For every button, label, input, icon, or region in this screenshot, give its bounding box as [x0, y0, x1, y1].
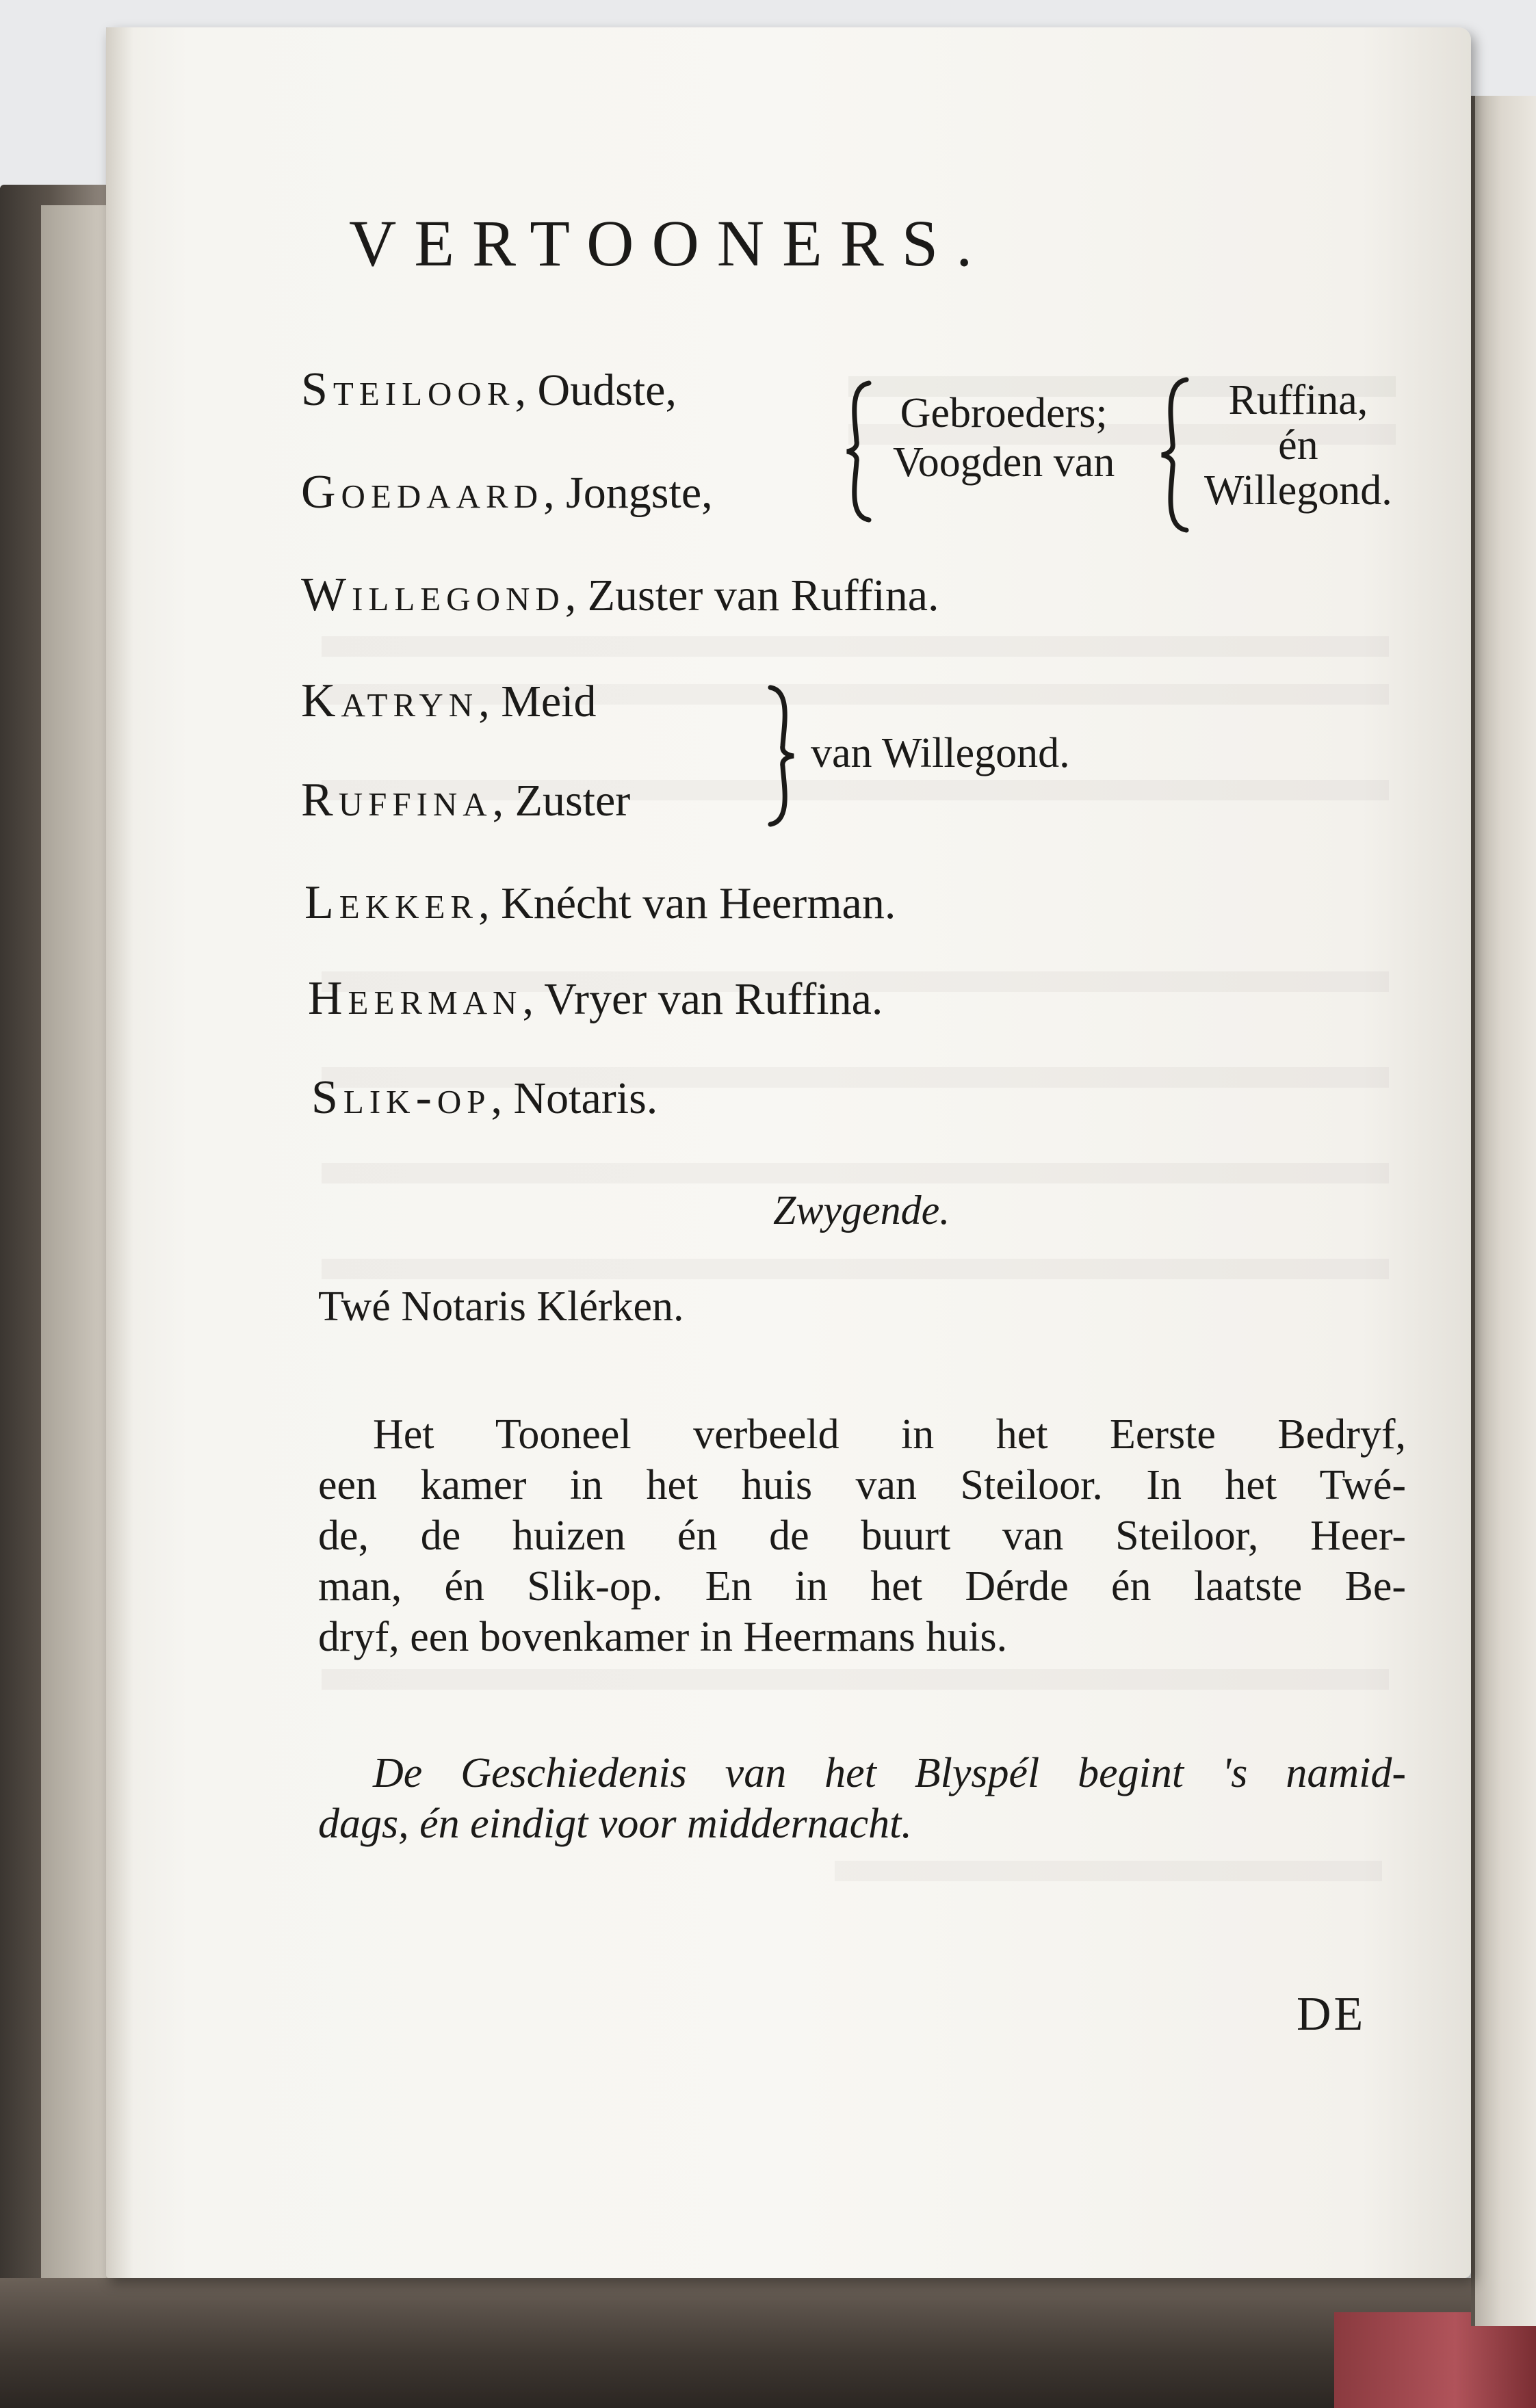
wards-group-label [1204, 378, 1392, 513]
role-heerman [308, 971, 883, 1026]
role-name: Ruffina [301, 774, 493, 826]
silent-roles: Twé Notaris Klérken. [318, 1283, 684, 1330]
paragraph-line: dryf, een bovenkamer in Heermans huis. [318, 1614, 1008, 1660]
group-line: Ruffina, [1228, 377, 1368, 423]
group-line: én [1278, 422, 1318, 469]
role-steiloor [301, 363, 677, 417]
role-lekker [304, 876, 896, 930]
paragraph-line: dags, én eindigt voor middernacht. [318, 1801, 912, 1847]
role-description: , Zuster [492, 776, 631, 826]
role-description: , Oudste, [515, 365, 677, 415]
role-description: , Notaris. [491, 1073, 658, 1123]
role-name: Katryn [301, 675, 479, 727]
brothers-group-label [893, 389, 1115, 487]
role-name: Slik-op [311, 1071, 491, 1124]
sisters-brace-icon [759, 684, 800, 828]
time-paragraph [318, 1748, 1406, 1849]
book-cover-marbled-edge [1334, 2312, 1536, 2408]
role-name: Steiloor [301, 363, 515, 416]
role-name: Heerman [308, 972, 523, 1025]
role-name: Goedaard [301, 466, 544, 519]
scene-paragraph [318, 1409, 1406, 1662]
paragraph-line: Het Tooneel verbeeld in het Eerste Bedryf, [373, 1411, 1406, 1458]
catchword: DE [1297, 1988, 1366, 2041]
paragraph-line: man, én Slik-op. En in het Dérde én laatste Be- [318, 1563, 1406, 1610]
paragraph-line: De Geschiedenis van het Blyspél begint 's namid- [373, 1750, 1406, 1796]
role-description: , Zuster van Ruffina. [564, 571, 939, 620]
silent-roles-heading: Zwygende. [773, 1188, 950, 1233]
book-cover-bottom [0, 2278, 1536, 2408]
left-brace-icon [842, 380, 883, 523]
group-line: Willegond. [1204, 467, 1392, 514]
role-goedaard [301, 465, 713, 520]
right-brace-icon [1156, 376, 1197, 534]
paragraph-line: de, de huizen én de buurt van Steiloor, Heer- [318, 1513, 1406, 1559]
role-name: Lekker [304, 876, 479, 929]
role-description: , Knécht van Heerman. [478, 878, 896, 928]
sisters-group-label: van Willegond. [811, 730, 1070, 776]
role-katryn [301, 674, 597, 729]
facing-page [1471, 96, 1536, 2326]
group-line: Gebroeders; [900, 390, 1108, 436]
role-description: , Meid [478, 677, 597, 727]
role-name: Willegond [301, 568, 565, 621]
role-description: , Vryer van Ruffina. [522, 974, 883, 1024]
role-description: , Jongste, [543, 468, 713, 518]
role-ruffina [301, 773, 630, 828]
paragraph-line: een kamer in het huis van Steiloor. In het Twé- [318, 1462, 1406, 1508]
group-line: Voogden van [893, 439, 1115, 486]
page-title: VERTOONERS. [349, 207, 991, 280]
role-slikop [311, 1071, 658, 1125]
role-willegond [301, 568, 939, 623]
